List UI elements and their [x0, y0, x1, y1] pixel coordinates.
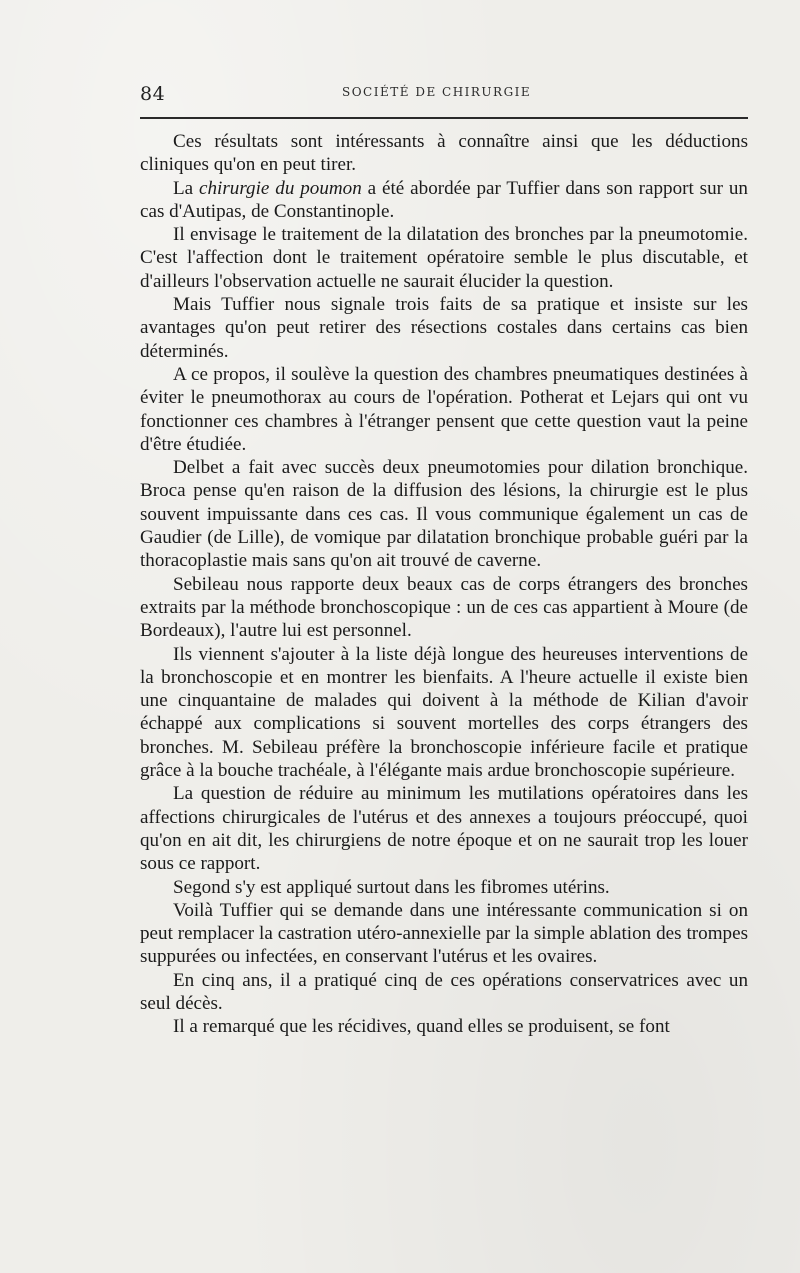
emphasis-chirurgie-du-poumon: chirurgie du poumon — [199, 177, 362, 199]
paragraph-6: Delbet a fait avec succès deux pneumotomies pour dilation bronchique. Broca pense qu'en raison de la diffusion des lésions, la chirurgie est le plus souvent impuissante dans ces cas. Il vous communique également un cas de Gaudier (de Lille), de vomique par dilatation bronchique probable guéri par la thoracoplastie mais sans qu'on ait trouvé de caverne. — [140, 457, 748, 572]
paragraph-1: Ces résultats sont intéressants à connaître ainsi que les déductions cliniques qu'on en peut tirer. — [140, 131, 748, 176]
header-rule — [140, 117, 748, 119]
paragraph-13: Il a remarqué que les récidives, quand elles se produisent, se font — [173, 1016, 670, 1038]
paragraph-8: Ils viennent s'ajouter à la liste déjà longue des heureuses interventions de la bronchoscopie et en montrer les bienfaits. A l'heure actuelle il existe bien une cinquantaine de malades qui doivent à la méthode de Kilian d'avoir échappé aux complications si souvent mortelles des corps étrangers des bronches. M. Sebileau préfère la bronchoscopie inférieure facile et pratique grâce à la bouche trachéale, à l'élégante mais ardue bronchoscopie supérieure. — [140, 643, 748, 782]
paragraph-12: En cinq ans, il a pratiqué cinq de ces opérations conservatrices avec un seul décès. — [140, 969, 748, 1014]
paragraph-2: La chirurgie du poumon a été abordée par Tuffier dans son rapport sur un cas d'Autipas, de Constantinople. — [140, 177, 748, 222]
paragraph-7: Sebileau nous rapporte deux beaux cas de corps étrangers des bronches extraits par la méthode bronchoscopique : un de ces cas appartient à Moure (de Bordeaux), l'autre lui est personnel. — [140, 573, 748, 642]
page-number: 84 — [140, 83, 166, 105]
running-title: SOCIÉTÉ DE CHIRURGIE — [342, 85, 532, 99]
paragraph-9: La question de réduire au minimum les mutilations opératoires dans les affections chirurgicales de l'utérus et des annexes a toujours préoccupé, quoi qu'on en ait dit, les chirurgiens de notre époque et on ne saurait trop les louer sous ce rapport. — [140, 783, 748, 875]
paragraph-10: Segond s'y est appliqué surtout dans les fibromes utérins. — [173, 876, 610, 898]
running-head — [140, 82, 748, 106]
paragraph-3: Il envisage le traitement de la dilatation des bronches par la pneumotomie. C'est l'affection dont le traitement opératoire semble le plus discutable, et d'ailleurs l'observation actuelle ne saurait élucider la question. — [140, 224, 748, 292]
body-text — [140, 130, 748, 1039]
paragraph-4: Mais Tuffier nous signale trois faits de sa pratique et insiste sur les avantages qu'on peut retirer des résections costales dans certains cas bien déterminés. — [140, 294, 748, 362]
paragraph-11: Voilà Tuffier qui se demande dans une intéressante communication si on peut remplacer la castration utéro-annexielle par la simple ablation des trompes suppurées ou infectées, en conservant l'utérus et les ovaires. — [140, 899, 748, 968]
paragraph-5: A ce propos, il soulève la question des chambres pneumatiques destinées à éviter le pneumothorax au cours de l'opération. Potherat et Lejars qui ont vu fonctionner ces chambres à l'étranger pensent que cette question vaut la peine d'être étudiée. — [140, 363, 748, 455]
